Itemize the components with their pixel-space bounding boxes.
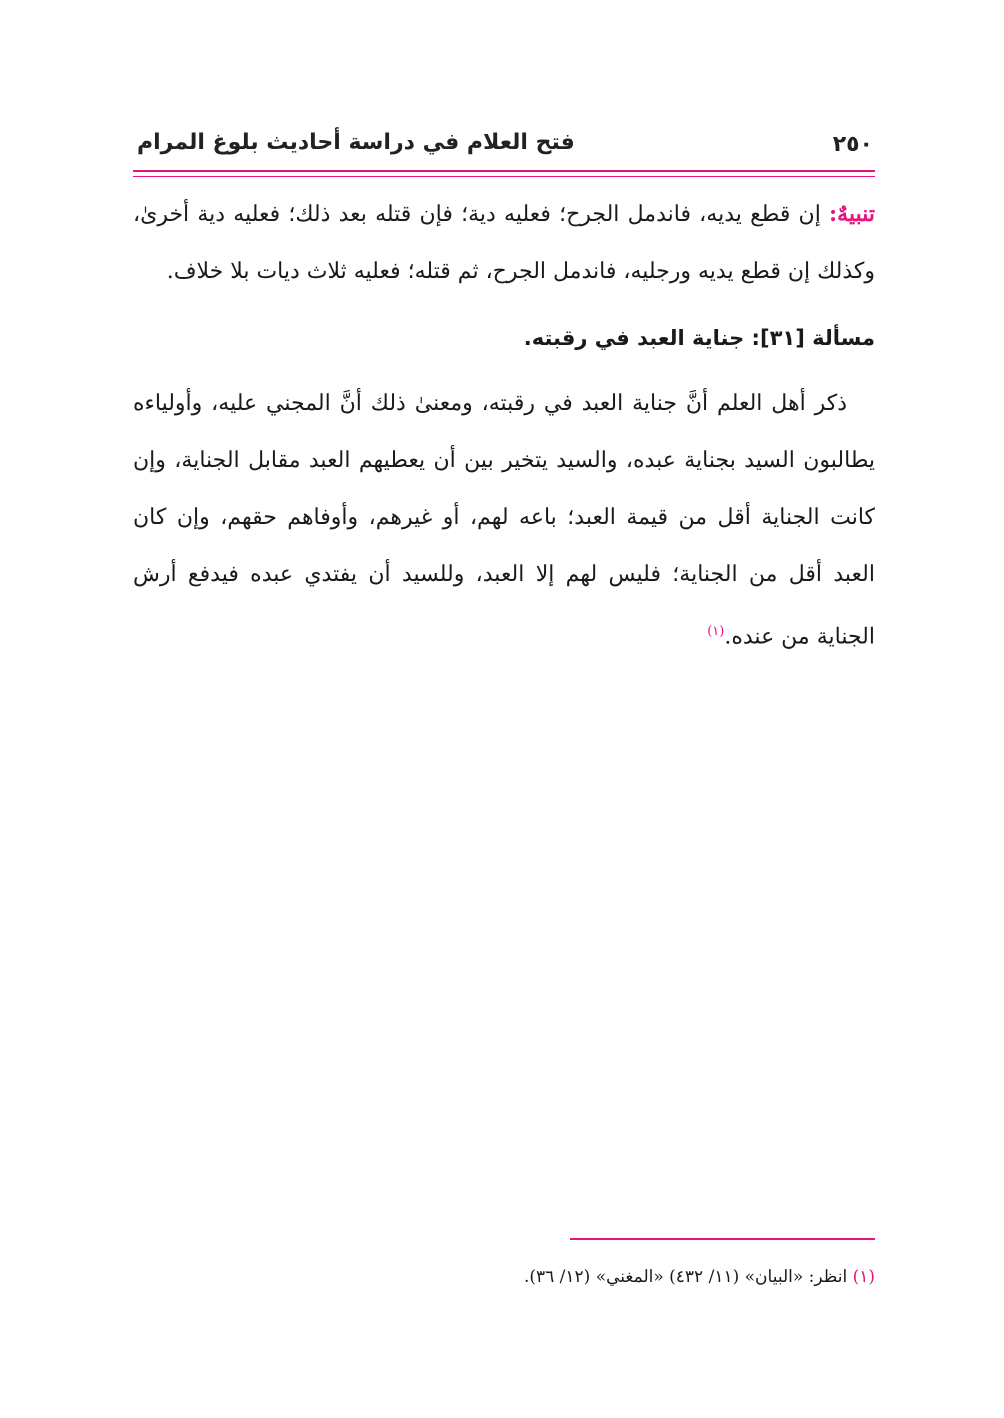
footnote-reference: (١) bbox=[707, 624, 725, 639]
main-content bbox=[133, 186, 875, 665]
book-title: فتح العلام في دراسة أحاديث بلوغ المرام bbox=[137, 130, 575, 155]
note-paragraph bbox=[133, 186, 875, 300]
note-label: تنبيهٌ: bbox=[829, 201, 875, 227]
note-text: إن قطع يديه، فاندمل الجرح؛ فعليه دية؛ فإن قتله بعد ذلك؛ فعليه دية أخرىٰ، وكذلك إن قطع يديه ورجليه، فاندمل الجرح، ثم قتله؛ فعليه ثلاث ديات بلا خلاف. bbox=[133, 202, 875, 284]
header-rule-secondary bbox=[133, 176, 875, 177]
issue-paragraph bbox=[133, 375, 875, 665]
page-number: ٢٥٠ bbox=[832, 132, 873, 157]
page-header bbox=[133, 126, 875, 166]
footnote-text: انظر: «البيان» (١١/ ٤٣٢) «المغني» (١٢/ ٣٦). bbox=[523, 1267, 853, 1287]
issue-text: ذكر أهل العلم أنَّ جناية العبد في رقبته، ومعنىٰ ذلك أنَّ المجني عليه، وأولياءه يطالبون السيد بجناية عبده، والسيد يتخير بين أن يعطيهم العبد مقابل الجناية، وإن كانت الجناية أقل من قيمة العبد؛ باعه لهم، أو غيرهم، وأوفاهم حقهم، وإن كان العبد أقل من الجناية؛ فليس لهم إلا العبد، وللسيد أن يفتدي عبده فيدفع أرش الجناية من عنده. bbox=[133, 391, 875, 650]
footnote-rule bbox=[570, 1238, 875, 1240]
header-rule bbox=[133, 170, 875, 172]
issue-heading: مسألة [٣١]: جناية العبد في رقبته. bbox=[523, 326, 875, 350]
footnote bbox=[133, 1262, 875, 1292]
footnote-number: (١) bbox=[852, 1267, 875, 1287]
